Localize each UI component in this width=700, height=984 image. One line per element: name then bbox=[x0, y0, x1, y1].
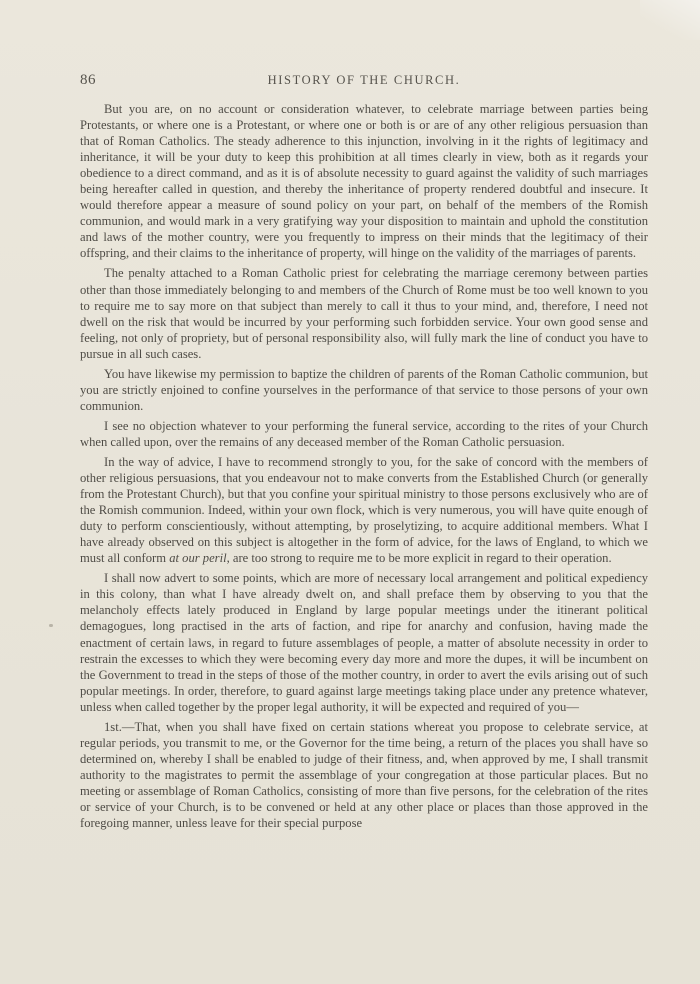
advice-italic-phrase: at our peril bbox=[169, 551, 227, 566]
running-head bbox=[80, 72, 648, 92]
page-corner-highlight bbox=[640, 0, 700, 40]
page-number: 86 bbox=[80, 72, 96, 88]
paragraph-local-arrangements: I shall now advert to some points, which are more of necessary local arrangement and political expediency in this colony, than what I have already dwelt on, and shall preface them by observing to you that the melancholy effects lately produced in England by large popular meetings under the itinerant political demagogues, long practised in the arts of faction, and ripe for anarchy and confusion, having made the enactment of certain laws, in regard to future assemblages of people, a matter of absolute necessity in order to restrain the excesses to which they were becoming every day more and more the dupes, it will be incumbent on the Government to tread in the steps of those of the mother country, in order to avert the evils arising out of such popular meetings. In order, therefore, to guard against large meetings taking place under any pretence whatever, unless when called together by the proper legal authority, it will be expected and required of you— bbox=[80, 571, 648, 714]
body-text bbox=[80, 101, 648, 835]
paragraph-marriage-prohibition: But you are, on no account or consideration whatever, to celebrate marriage between parties being Protestants, or where one is a Protestant, or where one or both is or are of any other religious persuasion than that of Roman Catholics. The steady adherence to this injunction, involving in it the rights of legitimacy and inheritance, it will be your duty to keep this prohibition at all times clearly in view, both as it regards your obedience to a direct command, and as it is of absolute necessity to guard against the validity of such marriages being hereafter called in question, and thereby the inheritance of property rendered doubtful and insecure. It would therefore appear a measure of sound policy on your part, on behalf of the members of the Romish communion, and would mark in a very gratifying way your disposition to maintain and uphold the constitution and laws of the mother country, were you frequently to impress on their minds that the legitimacy of their offspring, and their claims to the inheritance of property, will hinge on the validity of the marriages of parents. bbox=[80, 102, 648, 261]
paragraph-penalty: The penalty attached to a Roman Catholic priest for celebrating the marriage ceremony between parties other than those immediately belonging to and members of the Church of Rome must be too well known to you to require me to say more on that subject than merely to call it thus to your mind, and, therefore, I need not dwell on the risk that would be incurred by your performing such forbidden service. Your own good sense and feeling, not only of propriety, but of personal responsibility also, will fully mark the line of conduct you have to pursue in all such cases. bbox=[80, 266, 648, 361]
paragraph-funeral-service: I see no objection whatever to your performing the funeral service, according to the rites of your Church when called upon, over the remains of any deceased member of the Roman Catholic persuasion. bbox=[80, 418, 648, 449]
advice-text-part-2: , are too strong to require me to be more explicit in regard to their operation. bbox=[226, 551, 612, 566]
running-title: HISTORY OF THE CHURCH. bbox=[267, 73, 461, 87]
advice-text-part-1: In the way of advice, I have to recommend strongly to you, for the sake of concord with the members of other religious persuasions, that you endeavour not to make converts from the Established Church (or generally from the Protestant Church), but that you confine your spiritual ministry to those persons exclusively who are of the Romish communion. Indeed, within your own flock, which is very numerous, you will have quite enough of duty to perform conscientiously, without attempting, by proselytizing, to acquire additional members. What I have already observed on this subject is altogether in the form of advice, for the laws of England, to which we must all conform bbox=[80, 454, 648, 566]
paragraph-first-condition: 1st.—That, when you shall have fixed on certain stations whereat you propose to celebrate service, at regular periods, you transmit to me, or the Governor for the time being, a return of the places you shall have so determined on, whereby I shall be enabled to judge of their fitness, and, when approved by me, I shall transmit authority to the magistrates to permit the assemblage of your congregation at those particular places. But no meeting or assemblage of Roman Catholics, consisting of more than five persons, for the celebration of the rites or service of your Church, is to be convened or held at any other place or places than those approved in the foregoing manner, unless leave for their special purpose bbox=[80, 719, 648, 831]
paragraph-baptism: You have likewise my permission to baptize the children of parents of the Roman Catholic communion, but you are strictly enjoined to confine yourselves in the performance of that service to those persons of your own communion. bbox=[80, 366, 648, 413]
paper-blemish bbox=[49, 624, 53, 627]
paragraph-advice bbox=[80, 454, 648, 566]
